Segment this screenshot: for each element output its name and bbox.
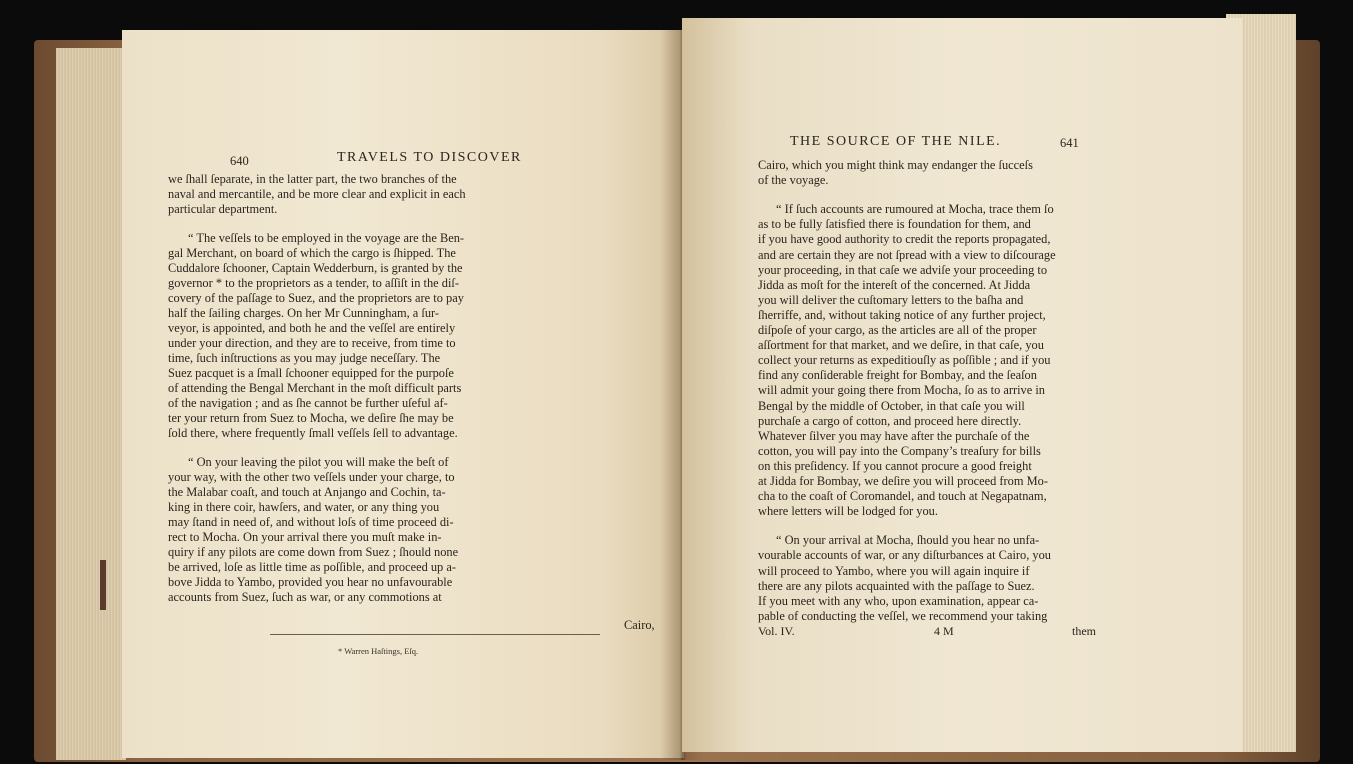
text-line: under your direction, and they are to receive, from time to [168,336,456,350]
text-line: “ On your leaving the pilot you will make the beſt of [188,455,449,469]
text-line: king in there coir, hawſers, and water, or any thing you [168,500,440,514]
text-line: ſold there, where frequently ſmall veſſels ſell to advantage. [168,426,458,440]
page-number: 640 [230,154,249,168]
text-line: If you meet with any who, upon examination, appear ca- [758,593,1039,608]
catchword: Cairo, [624,618,655,632]
text-line: bove Jidda to Yambo, provided you hear no unfavourable [168,575,453,589]
text-line: diſpoſe of your cargo, as the articles are all of the proper [758,323,1037,337]
text-line: “ The veſſels to be employed in the voyage are the Ben- [188,231,465,245]
page-number: 641 [1060,136,1079,150]
text-line: your proceeding, in that caſe we adviſe your proceeding to [758,262,1048,277]
text-line: we ſhall ſeparate, in the latter part, the two branches of the [168,172,457,186]
text-line: where letters will be lodged for you. [758,504,938,519]
left-page [122,30,684,758]
text-line: naval and mercantile, and be more clear and explicit in each [168,187,466,201]
bookmark-ribbon [100,560,106,610]
text-line: of the voyage. [758,173,829,188]
text-line: rect to Mocha. On your arrival there you muſt make in- [168,530,442,544]
right-page [682,18,1242,752]
text-line: Jidda as moſt for the intereſt of the concerned. At Jidda [758,277,1031,292]
text-line: Whatever ſilver you may have after the purchaſe of the [758,428,1030,443]
text-line: veyor, is appointed, and both he and the veſſel are entirely [168,321,456,335]
text-line: particular department. [168,202,278,216]
text-line: “ If ſuch accounts are rumoured at Mocha, trace them ſo [776,202,1054,217]
text-line: of attending the Bengal Merchant in the moſt difficult parts [168,381,462,395]
text-line: your way, with the other two veſſels under your charge, to [168,470,455,484]
text-line: will proceed to Yambo, where you will again inquire if [758,563,1030,578]
text-line: Bengal by the middle of October, in that caſe you will [758,398,1025,413]
text-line: of the navigation ; and as ſhe cannot be further uſeful af- [168,396,448,410]
text-line: time, ſuch inſtructions as you may judge neceſſary. The [168,351,441,365]
text-line: covery of the paſſage to Suez, and the proprietors are to pay [168,291,464,305]
text-line: may ſtand in need of, and without loſs of time proceed di- [168,515,454,529]
text-line: will admit your going there from Mocha, ſo as to arrive in [758,383,1045,398]
volume-label: Vol. IV. [758,624,795,638]
text-line: purchaſe a cargo of cotton, and proceed here directly. [758,413,1022,428]
text-line: be arrived, loſe as little time as poſſible, and proceed up a- [168,560,456,574]
text-line: Suez pacquet is a ſmall ſchooner equipped for the purpoſe [168,366,454,380]
footnote: * Warren Haſtings, Eſq. [338,646,419,656]
text-line: you will deliver the cuſtomary letters to the baſha and [758,292,1024,307]
text-line: if you have good authority to credit the reports propagated, [758,232,1051,247]
running-head: THE SOURCE OF THE NILE. [790,134,1002,149]
text-line: there are any pilots acquainted with the paſſage to Suez. [758,578,1035,593]
page-edges-left [56,48,126,760]
catchword: them [1072,624,1096,638]
text-line: cha to the coaſt of Coromandel, and touch at Negapatnam, [758,489,1047,504]
text-line: “ On your arrival at Mocha, ſhould you hear no unfa- [776,533,1040,548]
text-line: aſſortment for that market, and we deſire, in that caſe, you [758,338,1044,353]
text-line: accounts from Suez, ſuch as war, or any commotions at [168,590,442,604]
text-line: find any conſiderable freight for Bombay, and the ſeaſon [758,368,1037,383]
text-line: half the ſailing charges. On her Mr Cunningham, a ſur- [168,306,440,320]
text-line: Cairo, which you might think may endanger the ſucceſs [758,158,1033,172]
text-line: as to be fully ſatisfied there is foundation for them, and [758,217,1031,232]
text-line: Cuddalore ſchooner, Captain Wedderburn, is granted by the [168,261,463,275]
text-line: gal Merchant, on board of which the cargo is ſhipped. The [168,246,456,260]
text-line: collect your returns as expeditiouſly as poſſible ; and if you [758,353,1051,368]
text-line: quiry if any pilots are come down from Suez ; ſhould none [168,545,459,559]
text-line: the Malabar coaſt, and touch at Anjango and Cochin, ta- [168,485,446,499]
text-line: pable of conducting the veſſel, we recommend your taking [758,608,1048,623]
text-line: and are certain they are not ſpread with a view to diſcourage [758,247,1056,262]
signature-mark: 4 M [934,624,954,638]
running-head: TRAVELS TO DISCOVER [337,150,522,165]
footnote-rule [270,634,600,635]
text-line: ſherriffe, and, without taking notice of any further project, [758,307,1046,322]
text-line: ter your return from Suez to Mocha, we deſire ſhe may be [168,411,454,425]
text-line: at Jidda for Bombay, we deſire you will proceed from Mo- [758,474,1048,488]
text-line: vourable accounts of war, or any diſturbances at Cairo, you [758,548,1051,563]
text-line: on this preſidency. If you cannot procure a good freight [758,458,1032,473]
text-line: governor * to the proprietors as a tender, to aſſiſt in the diſ- [168,276,459,290]
text-line: cotton, you will pay into the Company’s treaſury for bills [758,443,1041,458]
